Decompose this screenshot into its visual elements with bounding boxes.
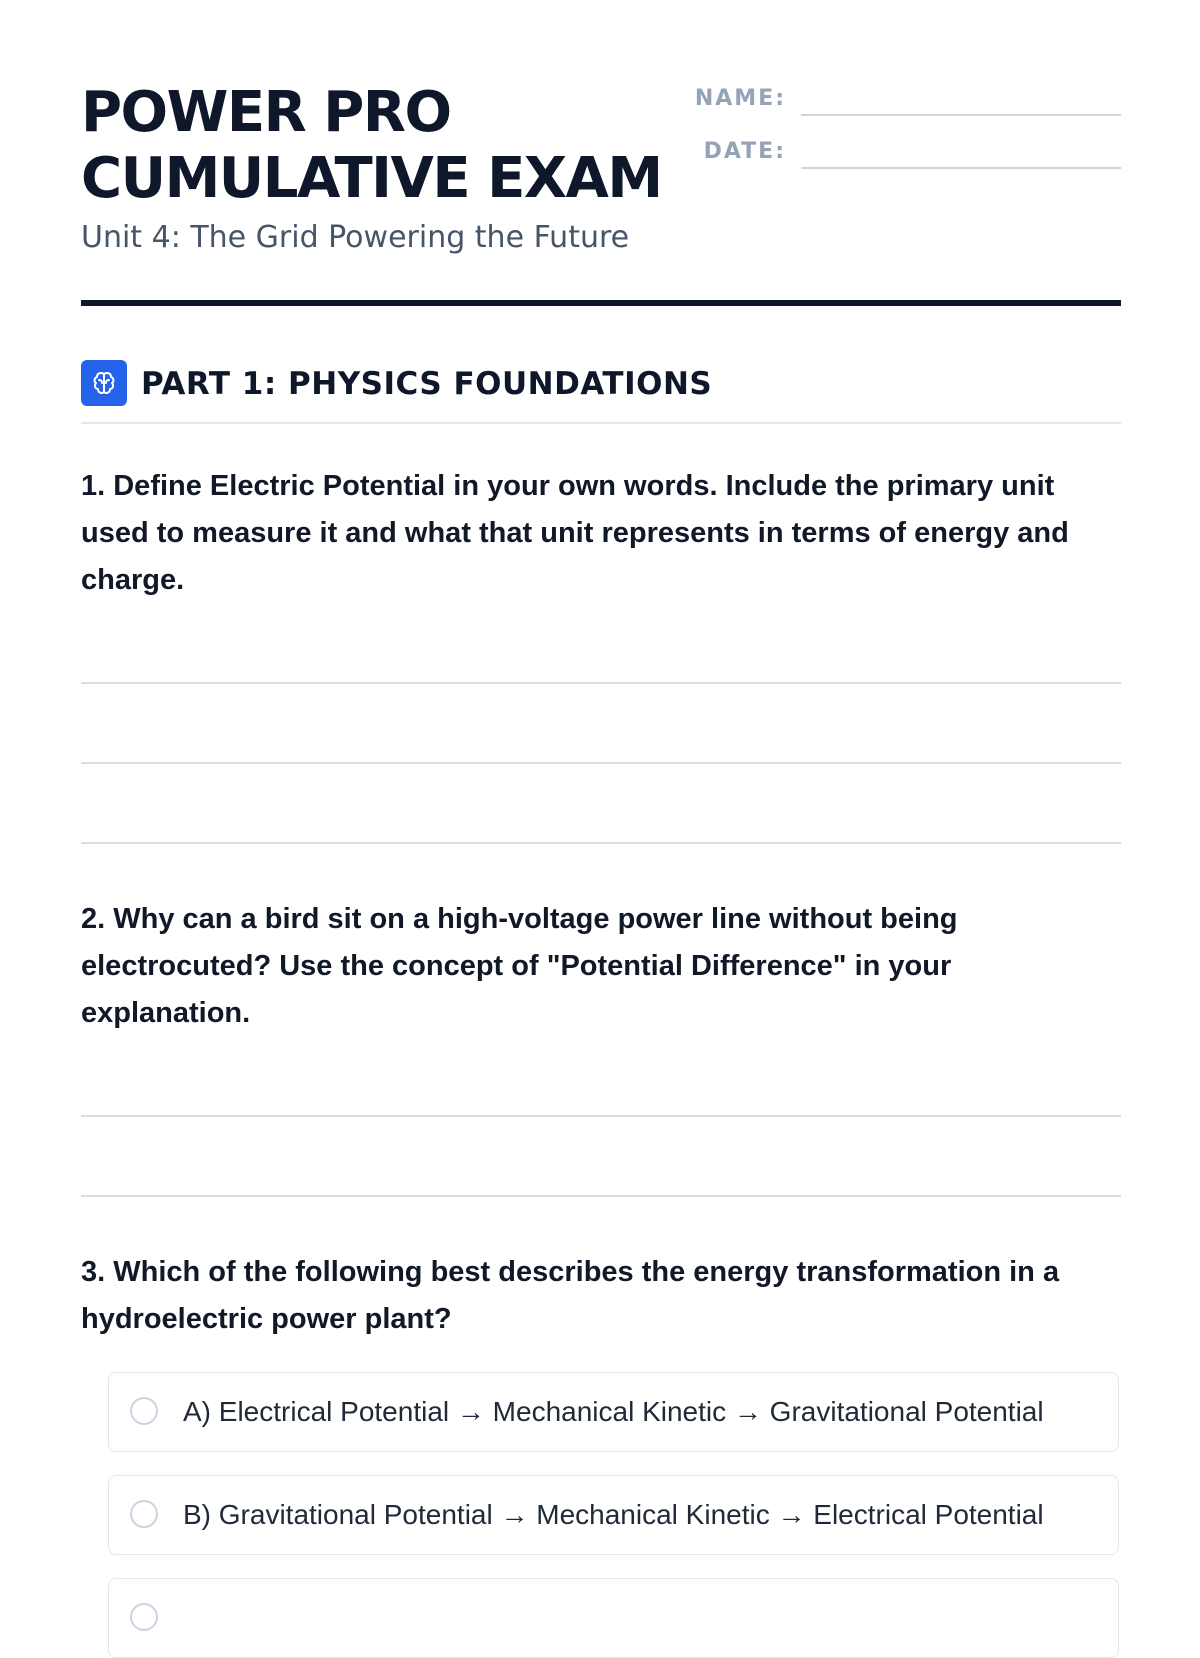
answer-option-a[interactable] [108, 1372, 1119, 1452]
header-divider [81, 300, 1121, 306]
answer-line[interactable] [81, 762, 1121, 764]
answer-option-b[interactable] [108, 1475, 1119, 1555]
name-field[interactable] [681, 84, 1121, 124]
answer-line[interactable] [81, 842, 1121, 844]
option-label: B) Gravitational Potential → Mechanical Kinetic → Electrical Potential [183, 1499, 1044, 1530]
answer-line[interactable] [81, 1195, 1121, 1197]
exam-header [81, 0, 1121, 308]
name-input-line[interactable] [801, 114, 1121, 116]
exam-title [81, 80, 721, 212]
question-3 [81, 1249, 1121, 1343]
section-title: PART 1: PHYSICS FOUNDATIONS [141, 366, 713, 402]
date-label: DATE: [703, 139, 786, 164]
exam-subtitle: Unit 4: The Grid Powering the Future [81, 220, 630, 255]
date-input-line[interactable] [801, 167, 1121, 169]
question-2-text: 2. Why can a bird sit on a high-voltage power line without being electrocuted? Use the concept of "Potential Difference" in your explanation. [81, 903, 958, 1029]
radio-button[interactable] [130, 1397, 158, 1425]
date-field[interactable] [681, 137, 1121, 177]
answer-option-c[interactable] [108, 1578, 1119, 1658]
radio-button[interactable] [130, 1603, 158, 1631]
exam-title-line-2: CUMULATIVE EXAM [81, 146, 662, 211]
exam-title-line-1: POWER PRO [81, 80, 451, 145]
radio-button[interactable] [130, 1500, 158, 1528]
option-label: A) Electrical Potential → Mechanical Kinetic → Gravitational Potential [183, 1396, 1044, 1427]
question-1 [81, 463, 1121, 604]
answer-line[interactable] [81, 1115, 1121, 1117]
exam-page [81, 0, 1121, 1530]
answer-line[interactable] [81, 682, 1121, 684]
section-header [81, 360, 1121, 424]
question-1-text: 1. Define Electric Potential in your own words. Include the primary unit used to measure it and what that unit represents in terms of energy and charge. [81, 470, 1069, 596]
question-2 [81, 896, 1121, 1037]
name-label: NAME: [694, 86, 786, 111]
question-3-text: 3. Which of the following best describes the energy transformation in a hydroelectric power plant? [81, 1256, 1060, 1335]
brain-icon [81, 360, 127, 406]
